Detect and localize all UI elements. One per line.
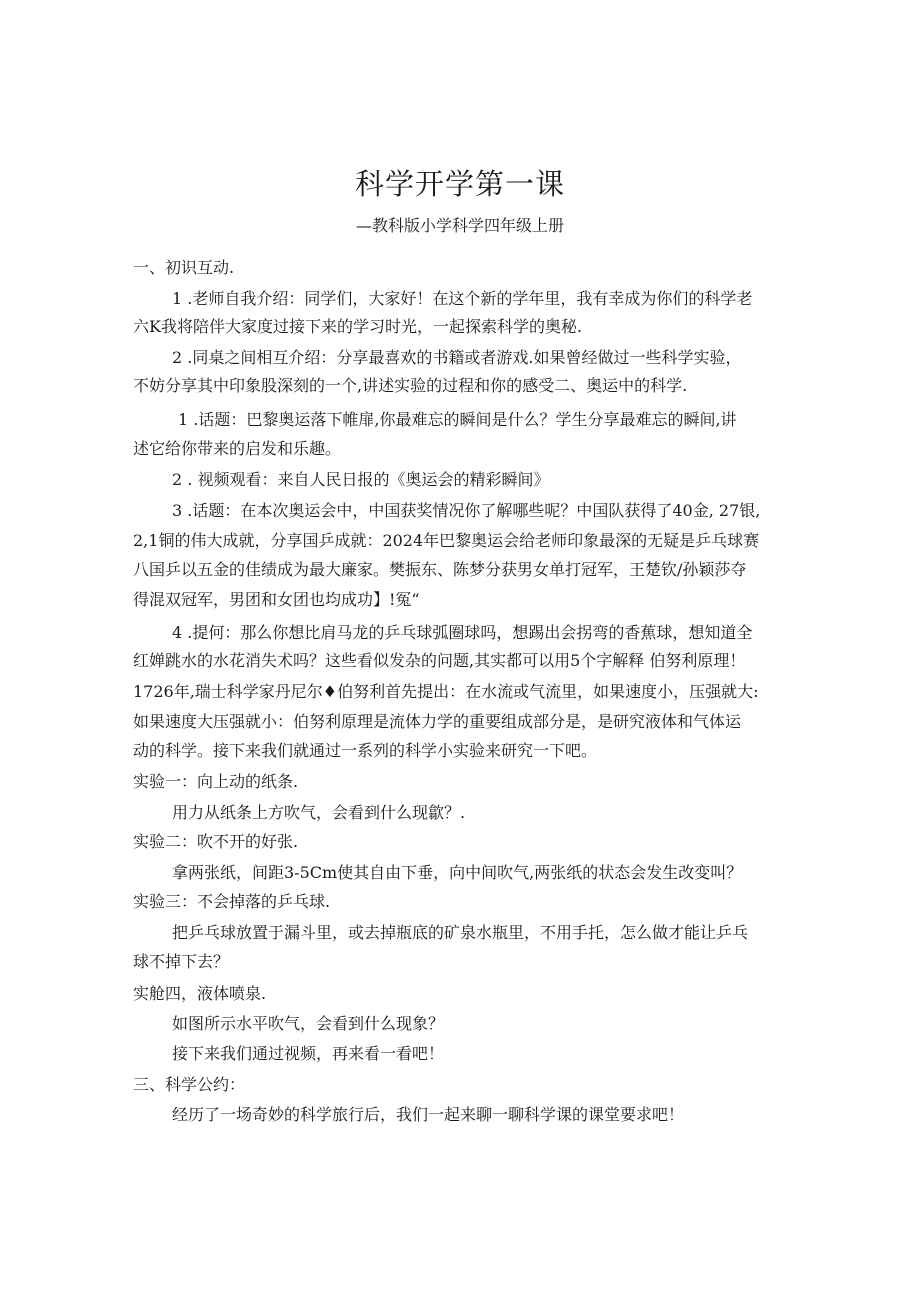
paragraph-line: 得混双冠军，男团和女团也均成功】!冤“ [133,590,420,609]
paragraph-line: 如果速度大压强就小：伯努利原理是流体力学的重要组成部分是，是研究液体和气体运 [133,712,742,731]
paragraph-line: 2 . 视频观看：来自人民日报的《奥运会的精彩瞬间》 [172,470,550,489]
paragraph-line: 拿两张纸，间距3-5Cm使其自由下垂，向中间吹气,两张纸的状态会发生改变叫？ [172,863,743,882]
section-heading: 实验三：不会掉落的乒乓球. [133,892,331,911]
paragraph-line: 动的科学。接下来我们就通过一系列的科学小实验来研究一下吧。 [133,741,598,760]
document-subtitle: —教科版小学科学四年级上册 [355,216,564,235]
paragraph-line: 4 .提何：那么你想比肩马龙的乒乓球弧圈球吗，想踢出会拐弯的香蕉球，想知道全 [172,623,753,642]
paragraph-line: 2 .同桌之间相互介绍：分享最喜欢的书籍或者游戏.如果曾经做过一些科学实验， [172,348,742,367]
paragraph-line: 1 .话题：巴黎奥运落下帷扉,你最难忘的瞬间是什么？学生分享最难忘的瞬间,讲 [178,410,737,429]
document-title: 科学开学第一课 [354,167,565,201]
paragraph-line: 六K我将陪伴大家度过接下来的学习时光，一起探索科学的奥秘. [133,317,583,336]
paragraph-line: 红婵跳水的水花消失术吗？这些看似发杂的问题,其实都可以用5个字解释 伯努利原理！ [133,651,746,670]
paragraph-line: 接下来我们通过视频，再来看一看吧！ [172,1044,445,1063]
paragraph-line: 3 .话题：在本次奥运会中，中国获奖情况你了解哪些呢？中国队获得了40金, 27银, [172,501,761,520]
paragraph-line: 不妨分享其中印象股深刻的一个,讲述实验的过程和你的感受二、奥运中的科学. [133,376,688,395]
paragraph-line: 把乒乓球放置于漏斗里，或去掉瓶底的矿泉水瓶里，不用手托，怎么做才能让乒乓 [172,923,749,942]
paragraph-line: 经历了一场奇妙的科学旅行后，我们一起来聊一聊科学课的课堂要求吧！ [172,1105,685,1124]
paragraph-line: 用力从纸条上方吹气，会看到什么现歙？. [172,803,466,822]
section-heading: 一、初识互动. [133,258,235,277]
paragraph-line: 1726年,瑞士科学家丹尼尔♦伯努利首先提出：在水流或气流里，如果速度小，压强就大: [133,682,759,701]
section-heading: 三、科学公约： [133,1075,246,1094]
section-heading: 实舱四，液体喷泉. [133,984,267,1003]
paragraph-line: 球不掉下去？ [133,952,230,971]
paragraph-line: 述它给你带来的启发和乐趣。 [133,439,342,458]
paragraph-line: 八国乒以五金的佳绩成为最大廉家。樊振东、陈梦分获男女单打冠军，王楚钦/孙颖莎夺 [133,560,747,579]
section-heading: 实验一：向上动的纸条. [133,772,299,791]
paragraph-line: 如图所示水平吹气，会看到什么现象？ [172,1014,445,1033]
paragraph-line: 1 .老师自我介绍：同学们，大家好！在这个新的学年里，我有幸成为你们的科学老 [172,289,753,308]
paragraph-line: 2,1铜的伟大成就，分享国乒成就：2024年巴黎奥运会给老师印象最深的无疑是乒乓球赛 [133,531,760,550]
section-heading: 实验二：吹不开的好张. [133,832,299,851]
